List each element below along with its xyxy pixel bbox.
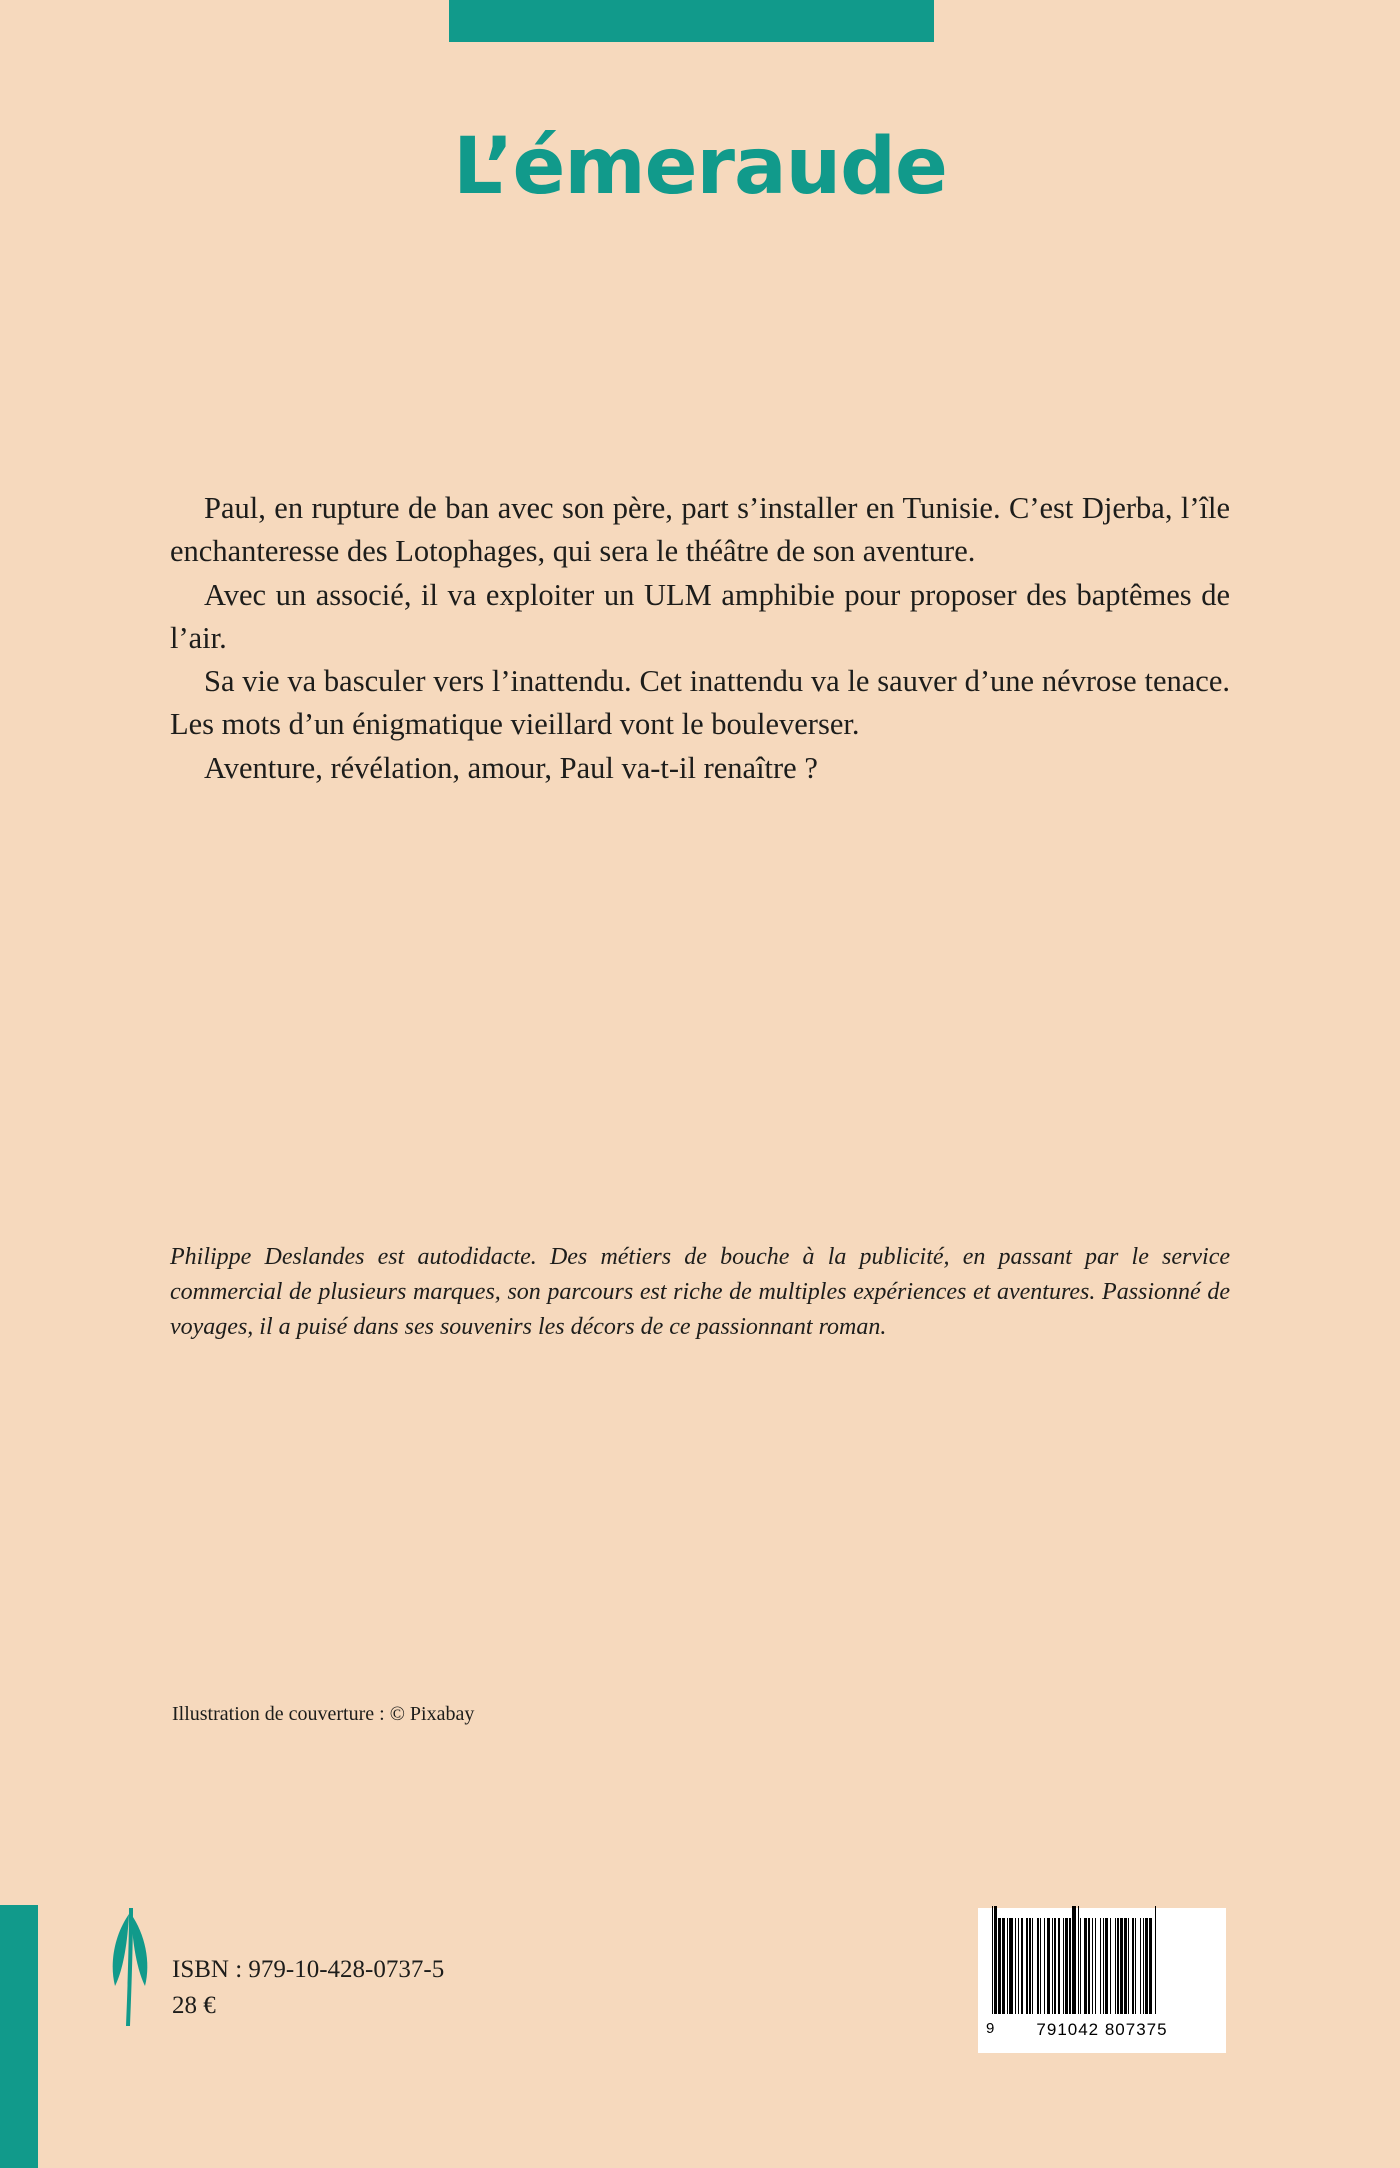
barcode-bars — [992, 1918, 1212, 2014]
author-bio-text: Philippe Deslandes est autodidacte. Des métiers de bouche à la publicité, en passant par le service commercial de plusieurs marques, son parcours est riche de multiples expériences et aventures. Passionné de voyages, il a puisé dans ses souvenirs les décors de ce passionnant roman. — [170, 1244, 1230, 1341]
bottom-accent-bar — [0, 1905, 38, 2168]
isbn-barcode — [978, 1908, 1226, 2053]
isbn-number: ISBN : 979-10-428-0737-5 — [172, 1956, 445, 1983]
barcode-digits — [978, 2020, 1226, 2040]
isbn-block — [172, 1952, 444, 2025]
author-bio — [170, 1240, 1230, 1345]
blurb-paragraph: Paul, en rupture de ban avec son père, part s’installer en Tunisie. C’est Djerba, l’île enchanteresse des Lotophages, qui sera le théâtre de son aventure. — [170, 491, 1230, 569]
price: 28 € — [172, 1992, 216, 2020]
blurb-text — [170, 487, 1230, 790]
barcode-main-digits: 791042 807375 — [1036, 2020, 1168, 2039]
cover-illustration-credit: Illustration de couverture : © Pixabay — [172, 1703, 475, 1725]
blurb-paragraph: Avec un associé, il va exploiter un ULM amphibie pour proposer des baptêmes de l’air. — [170, 577, 1230, 655]
blurb-paragraph: Aventure, révélation, amour, Paul va-t-il renaître ? — [204, 750, 818, 785]
blurb-paragraph: Sa vie va basculer vers l’inattendu. Cet inattendu va le sauver d’une névrose tenace. Les mots d’un énigmatique vieillard vont le bouleverser. — [170, 664, 1230, 742]
top-accent-bar — [449, 0, 934, 42]
barcode-lead-digit: 9 — [986, 2020, 995, 2037]
publisher-feather-logo-icon — [105, 1908, 151, 2028]
page-title: L’émeraude — [453, 122, 947, 212]
